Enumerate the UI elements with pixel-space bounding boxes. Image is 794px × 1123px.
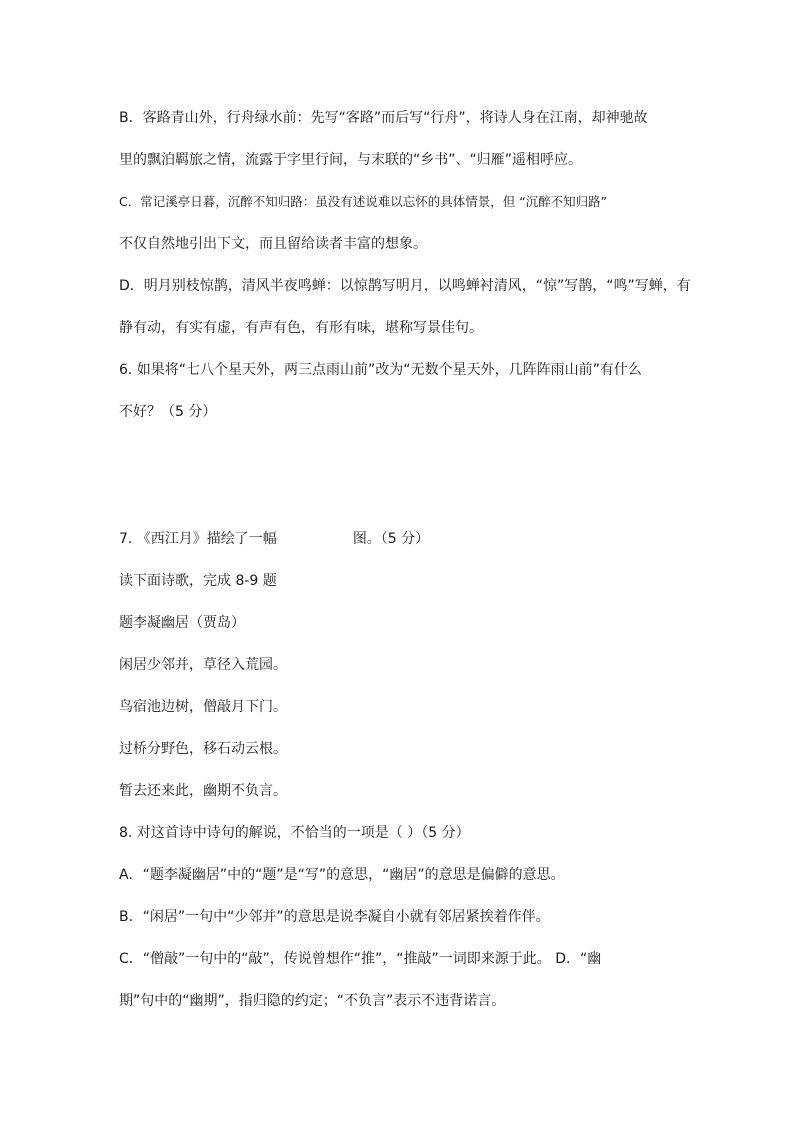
option-d-line-1: D．明月别枝惊鹊，清风半夜鸣蝉：以惊鹊写明月，以鸣蝉衬清风，“惊”写鹊，“鸣”写蝉，有 <box>119 278 691 294</box>
question-8: 8. 对这首诗中诗句的解说，不恰当的一项是（ ）（5 分） <box>119 825 470 841</box>
option-d-line-2: 静有动，有实有虚，有声有色，有形有味，堪称写景佳句。 <box>119 320 483 336</box>
question-6-line-2: 不好？（5 分） <box>119 404 217 420</box>
option-c-line-2: 不仅自然地引出下文，而且留给读者丰富的想象。 <box>119 236 427 252</box>
question-7-prefix: 7. 《西江月》描绘了一幅 <box>119 531 277 547</box>
poem-line-3: 过桥分野色，移石动云根。 <box>119 741 287 757</box>
poem-title: 题李凝幽居（贾岛） <box>119 615 245 631</box>
question-6-line-1: 6. 如果将“七八个星天外，两三点雨山前”改为“无数个星天外，几阵阵雨山前”有什么 <box>119 362 642 378</box>
option-b-line-2: 里的飘泊羁旅之情，流露于字里行间，与末联的“乡书”、“归雁”遥相呼应。 <box>119 152 583 168</box>
question-8-option-b: B．“闲居”一句中“少邻并”的意思是说李凝自小就有邻居紧挨着作伴。 <box>119 909 550 925</box>
poem-line-4: 暂去还来此，幽期不负言。 <box>119 783 287 799</box>
poem-line-1: 闲居少邻并，草径入荒园。 <box>119 657 287 673</box>
question-7-suffix: 图。（5 分） <box>352 531 430 547</box>
poem-line-2: 鸟宿池边树，僧敲月下门。 <box>119 699 287 715</box>
question-8-option-a: A．“题李凝幽居”中的“题”是“写”的意思，“幽居”的意思是偏僻的意思。 <box>119 867 565 883</box>
question-7 <box>119 530 429 548</box>
option-b-line-1: B．客路青山外，行舟绿水前：先写“客路”而后写“行舟”，将诗人身在江南，却神驰故 <box>119 110 648 126</box>
question-8-option-c: C．“僧敲”一句中的“敲”，传说曾想作“推”，“推敲”一词即来源于此。 D．“幽 <box>119 951 602 967</box>
reading-instruction: 读下面诗歌，完成 8-9 题 <box>119 573 277 589</box>
question-8-option-d: 期”句中的“幽期”，指归隐的约定；“不负言”表示不违背诺言。 <box>119 993 506 1009</box>
option-c-line-1: C．常记溪亭日暮，沉醉不知归路：虽没有述说难以忘怀的具体情景，但 “沉醉不知归路” <box>119 194 608 209</box>
